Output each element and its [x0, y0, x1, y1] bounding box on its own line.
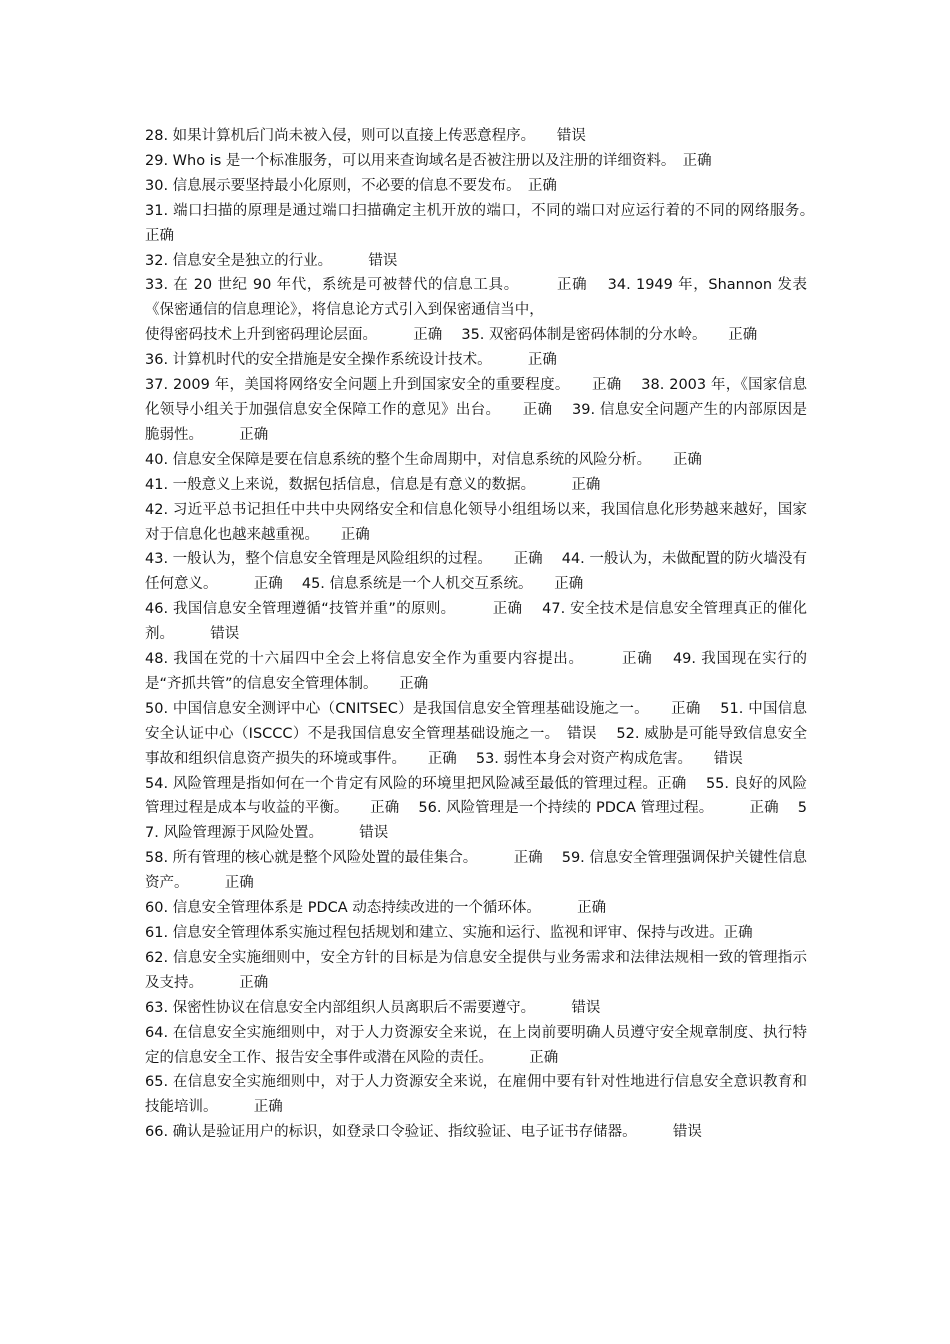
paragraph-q46-q47: 46. 我国信息安全管理遵循“技管并重”的原则。 正确 47. 安全技术是信息安全管理真正的催化剂。 错误: [145, 601, 807, 643]
paragraph-q40: 40. 信息安全保障是要在信息系统的整个生命周期中，对信息系统的风险分析。 正确: [145, 451, 702, 468]
paragraph-q66: 66. 确认是验证用户的标识，如登录口令验证、指纹验证、电子证书存储器。 错误: [145, 1124, 702, 1141]
paragraph-q30: 30. 信息展示要坚持最小化原则，不必要的信息不要发布。 正确: [145, 177, 557, 194]
paragraph-q61: 61. 信息安全管理体系实施过程包括规划和建立、实施和运行、监视和评审、保持与改进。正确: [145, 925, 753, 941]
paragraph-q54-q57: 54. 风险管理是指如何在一个肯定有风险的环境里把风险减至最低的管理过程。正确 55. 良好的风险管理过程是成本与收益的平衡。 正确 56. 风险管理是一个持续的 PDCA 管理过程。 正确 57. 风险管理源于风险处置。 错误: [145, 775, 807, 842]
paragraph-q60: 60. 信息安全管理体系是 PDCA 动态持续改进的一个循环体。 正确: [145, 900, 607, 917]
paragraph-q64: 64. 在信息安全实施细则中，对于人力资源安全来说，在上岗前要明确人员遵守安全规章制度、执行特定的信息安全工作、报告安全事件或潜在风险的责任。 正确: [145, 1024, 807, 1066]
paragraph-q33-q34: 33. 在 20 世纪 90 年代，系统是可被替代的信息工具。 正确 34. 1949 年，Shannon 发表《保密通信的信息理论》，将信息论方式引入到保密通信当中，: [145, 277, 807, 319]
paragraph-q34-q35: 使得密码技术上升到密码理论层面。 正确 35. 双密码体制是密码体制的分水岭。 正确: [145, 327, 758, 344]
paragraph-q48-q49: 48. 我国在党的十六届四中全会上将信息安全作为重要内容提出。 正确 49. 我国现在实行的是“齐抓共管”的信息安全管理体制。 正确: [145, 651, 807, 692]
paragraph-q32: 32. 信息安全是独立的行业。 错误: [145, 252, 398, 269]
paragraph-q43-q45: 43. 一般认为，整个信息安全管理是风险组织的过程。 正确 44. 一般认为，未做配置的防火墙没有任何意义。 正确 45. 信息系统是一个人机交互系统。 正确: [145, 551, 807, 593]
paragraph-q37-q39: 37. 2009 年，美国将网络安全问题上升到国家安全的重要程度。 正确 38. 2003 年，《国家信息化领导小组关于加强信息安全保障工作的意见》出台。 正确 39. 信息安全问题产生的内部原因是脆弱性。 正确: [145, 377, 807, 443]
paragraph-q36: 36. 计算机时代的安全措施是安全操作系统设计技术。 正确: [145, 352, 557, 369]
paragraph-q62: 62. 信息安全实施细则中，安全方针的目标是为信息安全提供与业务需求和法律法规相一致的管理指示及支持。 正确: [145, 949, 807, 991]
paragraph-q58-q59: 58. 所有管理的核心就是整个风险处置的最佳集合。 正确 59. 信息安全管理强调保护关键性信息资产。 正确: [145, 850, 807, 892]
paragraph-q29: 29. Who is 是一个标准服务，可以用来查询域名是否被注册以及注册的详细资料。 正确: [145, 152, 712, 169]
paragraph-q42: 42. 习近平总书记担任中共中央网络安全和信息化领导小组组场以来，我国信息化形势越来越好，国家对于信息化也越来越重视。 正确: [145, 501, 807, 543]
paragraph-q65: 65. 在信息安全实施细则中，对于人力资源安全来说，在雇佣中要有针对性地进行信息安全意识教育和技能培训。 正确: [145, 1074, 807, 1116]
paragraph-q50-q53: 50. 中国信息安全测评中心（CNITSEC）是我国信息安全管理基础设施之一。 正确 51. 中国信息安全认证中心（ISCCC）不是我国信息安全管理基础设施之一。 错误 52. 威胁是可能导致信息安全事故和组织信息资产损失的环境或事件。 正确 53. 弱性本身会对资产构成危害。 错误: [145, 700, 807, 767]
document-body: [145, 124, 851, 1145]
paragraph-q41: 41. 一般意义上来说，数据包括信息，信息是有意义的数据。 正确: [145, 476, 601, 493]
paragraph-q31: 31. 端口扫描的原理是通过端口扫描确定主机开放的端口，不同的端口对应运行着的不同的网络服务。 正确: [145, 202, 851, 244]
paragraph-q28: 28. 如果计算机后门尚未被入侵，则可以直接上传恶意程序。 错误: [145, 128, 586, 144]
paragraph-q63: 63. 保密性协议在信息安全内部组织人员离职后不需要遵守。 错误: [145, 999, 601, 1016]
